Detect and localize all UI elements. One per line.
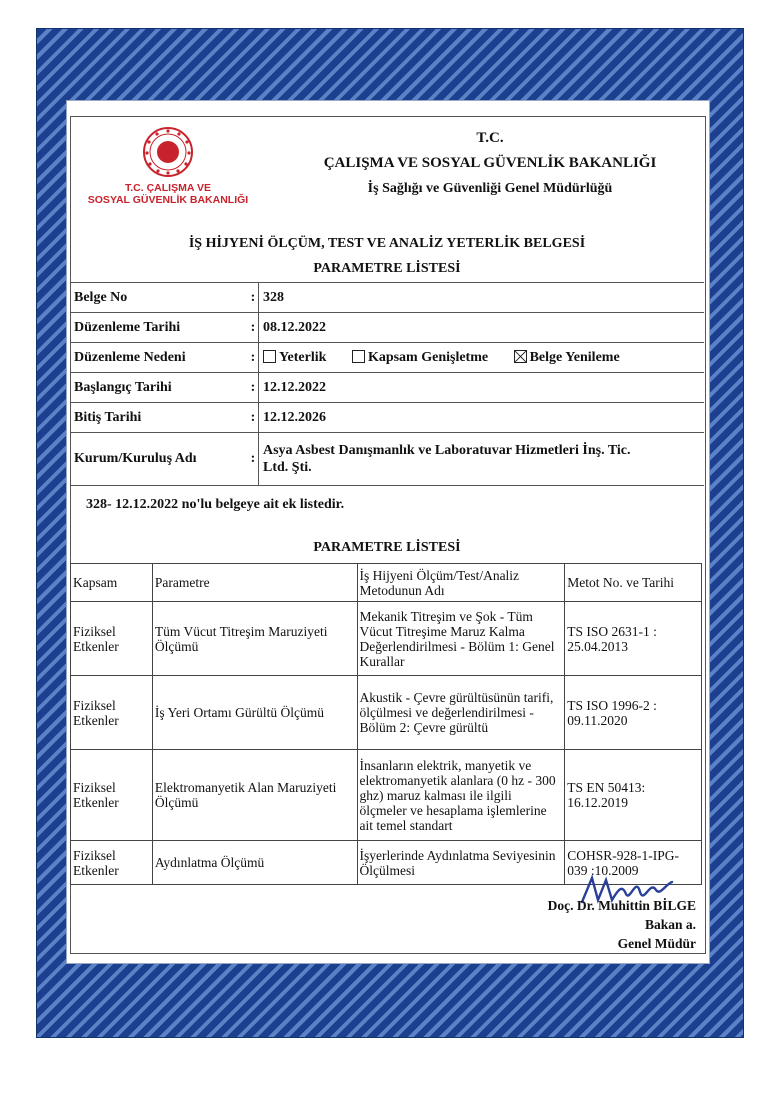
table-row — [71, 676, 702, 750]
table-row — [71, 602, 702, 676]
cell-metot-adi: İşyerlerinde Aydınlatma Seviyesinin Ölçülmesi — [357, 841, 565, 885]
ministry-emblem-icon — [136, 124, 200, 180]
info-row-kurum — [70, 433, 704, 486]
ministry-logo — [78, 124, 258, 214]
header-metot-no: Metot No. ve Tarihi — [565, 564, 702, 602]
info-row-belge-no — [70, 283, 704, 313]
info-row-duzenleme-nedeni — [70, 343, 704, 373]
bitis-label: Bitiş Tarihi — [70, 403, 248, 433]
kurum-value — [259, 433, 705, 486]
cell-metot-adi: Mekanik Titreşim ve Şok - Tüm Vücut Titreşime Maruz Kalma Değerlendirilmesi - Bölüm 1: Genel Kurallar — [357, 602, 565, 676]
checkbox-empty-icon — [352, 350, 365, 363]
logo-text-line1: T.C. ÇALIŞMA VE — [125, 182, 211, 194]
colon: : — [248, 343, 259, 373]
kurum-label: Kurum/Kuruluş Adı — [70, 433, 248, 486]
header-metot-adi: İş Hijyeni Ölçüm/Test/Analiz Metodunun Adı — [357, 564, 565, 602]
cell-parametre: İş Yeri Ortamı Gürültü Ölçümü — [152, 676, 357, 750]
option-label: Kapsam Genişletme — [367, 349, 489, 365]
parameter-table-header — [71, 564, 702, 602]
annex-note: 328- 12.12.2022 no'lu belgeye ait ek listedir. — [86, 497, 345, 512]
parameter-list-title: PARAMETRE LİSTESİ — [313, 540, 461, 555]
info-row-duzenleme-tarihi — [70, 313, 704, 343]
baslangic-label: Başlangıç Tarihi — [70, 373, 248, 403]
signatory-name: Doç. Dr. Muhittin BİLGE — [547, 898, 696, 913]
parameter-table — [70, 563, 702, 885]
header-kapsam: Kapsam — [71, 564, 153, 602]
cell-metot-no: TS ISO 2631-1 : 25.04.2013 — [565, 602, 702, 676]
duzenleme-tarihi-label: Düzenleme Tarihi — [70, 313, 248, 343]
colon: : — [248, 403, 259, 433]
colon: : — [248, 373, 259, 403]
option-label: Belge Yenileme — [529, 349, 620, 365]
duzenleme-tarihi-value: 08.12.2022 — [259, 313, 705, 343]
cell-metot-no: COHSR-928-1-IPG-039 :10.2009 — [565, 841, 702, 885]
cell-metot-no: TS EN 50413: 16.12.2019 — [565, 750, 702, 841]
table-row — [71, 750, 702, 841]
signatory-role1: Bakan a. — [644, 917, 696, 932]
belge-no-label: Belge No — [70, 283, 248, 313]
duzenleme-nedeni-options — [259, 343, 705, 373]
cell-kapsam: Fiziksel Etkenler — [71, 602, 153, 676]
header-directorate: İş Sağlığı ve Güvenliği Genel Müdürlüğü — [367, 181, 613, 196]
kurum-value-line1: Asya Asbest Danışmanlık ve Laboratuvar Hizmetleri İnş. Tic. — [263, 443, 631, 458]
cell-kapsam: Fiziksel Etkenler — [71, 676, 153, 750]
header-parametre: Parametre — [152, 564, 357, 602]
signatory-role2: Genel Müdür — [617, 936, 696, 951]
option-kapsam-genisletme — [352, 350, 488, 365]
cell-parametre: Tüm Vücut Titreşim Maruziyeti Ölçümü — [152, 602, 357, 676]
kurum-value-line2: Ltd. Şti. — [263, 460, 312, 475]
option-belge-yenileme — [514, 350, 620, 365]
info-row-baslangic — [70, 373, 704, 403]
header-ministry: ÇALIŞMA VE SOSYAL GÜVENLİK BAKANLIĞI — [323, 155, 657, 171]
cell-parametre: Aydınlatma Ölçümü — [152, 841, 357, 885]
colon: : — [248, 283, 259, 313]
header-tc: T.C. — [476, 130, 504, 146]
logo-text-line2: SOSYAL GÜVENLİK BAKANLIĞI — [87, 194, 249, 206]
cell-metot-no: TS ISO 1996-2 : 09.11.2020 — [565, 676, 702, 750]
cell-kapsam: Fiziksel Etkenler — [71, 841, 153, 885]
checkbox-empty-icon — [263, 350, 276, 363]
colon: : — [248, 313, 259, 343]
cell-metot-adi: İnsanların elektrik, manyetik ve elektromanyetik alanlara (0 hz - 300 ghz) maruz kalması ile ilgili ölçmeler ve hesaplama işlemlerine ait temel standart — [357, 750, 565, 841]
bitis-value: 12.12.2026 — [259, 403, 705, 433]
info-row-bitis — [70, 403, 704, 433]
cell-parametre: Elektromanyetik Alan Maruziyeti Ölçümü — [152, 750, 357, 841]
certificate-subtitle: PARAMETRE LİSTESİ — [313, 261, 461, 276]
certificate-title: İŞ HİJYENİ ÖLÇÜM, TEST VE ANALİZ YETERLİK BELGESİ — [188, 236, 586, 251]
colon: : — [248, 433, 259, 486]
duzenleme-nedeni-label: Düzenleme Nedeni — [70, 343, 248, 373]
baslangic-value: 12.12.2022 — [259, 373, 705, 403]
belge-no-value: 328 — [259, 283, 705, 313]
checkbox-checked-icon — [514, 350, 527, 363]
cell-metot-adi: Akustik - Çevre gürültüsünün tarifi, ölçülmesi ve değerlendirilmesi - Bölüm 2: Çevre gürültü — [357, 676, 565, 750]
option-label: Yeterlik — [279, 349, 327, 365]
certificate-info-table — [70, 282, 704, 486]
signature-block — [548, 896, 696, 953]
option-yeterlik — [263, 350, 326, 365]
cell-kapsam: Fiziksel Etkenler — [71, 750, 153, 841]
